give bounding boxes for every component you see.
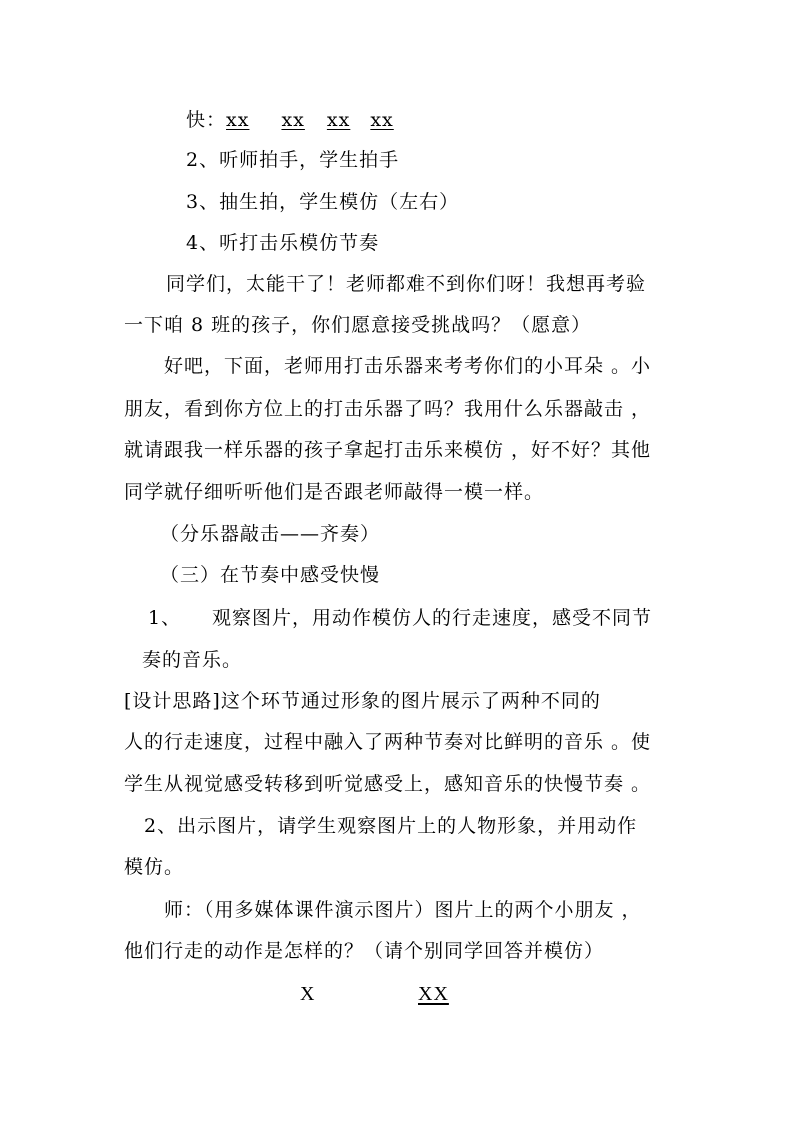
fast-beat: xx (281, 109, 305, 131)
section-title: （三）在节奏中感受快慢 (160, 564, 381, 586)
paragraph-line: 一下咱 8 班的孩子，你们愿意接受挑战吗？（愿意） (124, 314, 592, 336)
split-note: （分乐器敲击——齐奏） (160, 523, 381, 545)
paragraph-line: 同学就仔细听听他们是否跟老师敲得一模一样。 (124, 481, 545, 503)
step-2: 2、听师拍手，学生拍手 (186, 149, 400, 171)
item-1-number: 1、 (148, 607, 182, 629)
item-2-line: 2、出示图片，请学生观察图片上的人物形象，并用动作 (144, 815, 638, 837)
design-line: 人的行走速度，过程中融入了两种节奏对比鲜明的音乐 。使 (124, 731, 652, 753)
teacher-line: 他们行走的动作是怎样的？（请个别同学回答并模仿） (124, 940, 605, 962)
paragraph-line: 就请跟我一样乐器的孩子拿起打击乐来模仿 ，好不好？其他 (124, 439, 652, 461)
rhythm-fast: XX (418, 983, 449, 1005)
fast-beat: xx (226, 109, 250, 131)
paragraph-line: 朋友，看到你方位上的打击乐器了吗？我用什么乐器敲击 ， (124, 398, 652, 420)
fast-rhythm-line (186, 108, 394, 132)
design-line: [设计思路]这个环节通过形象的图片展示了两种不同的 (124, 690, 601, 712)
item-1-line: 奏的音乐。 (142, 649, 243, 671)
step-3: 3、抽生拍，学生模仿（左右） (186, 191, 460, 213)
fast-beat: xx (326, 109, 351, 131)
fast-beat: xx (370, 109, 394, 131)
rhythm-slow: X (300, 983, 316, 1005)
item-1-line: 观察图片，用动作模仿人的行走速度，感受不同节 (212, 607, 653, 629)
teacher-line: 师：（用多媒体课件演示图片）图片上的两个小朋友 ， (164, 899, 642, 921)
item-2-line: 模仿。 (124, 856, 185, 878)
paragraph-line: 同学们，太能干了！老师都难不到你们呀！我想再考验 (166, 273, 647, 295)
design-line: 学生从视觉感受转移到听觉感受上，感知音乐的快慢节奏 。 (124, 773, 652, 795)
paragraph-line: 好吧，下面，老师用打击乐器来考考你们的小耳朵 。小 (164, 355, 652, 377)
step-4: 4、听打击乐模仿节奏 (186, 232, 380, 254)
fast-label: 快： (186, 109, 227, 131)
